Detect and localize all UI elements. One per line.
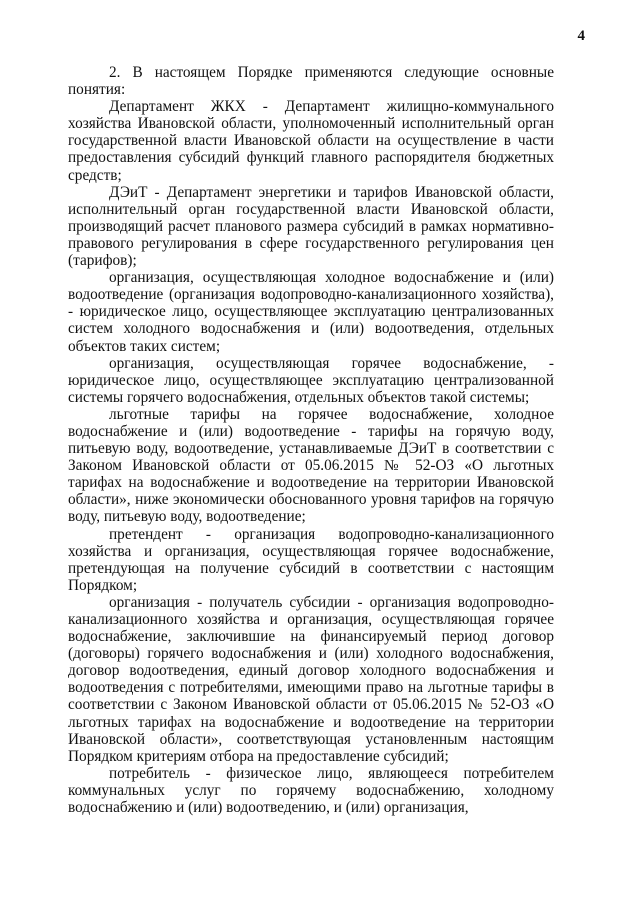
definition-applicant: претендент - организация водопроводно-канализационного хозяйства и организация, осуществляющая горячее водоснабжение, претендующая на получение субсидий в соответствии с настоящим Порядком; bbox=[68, 525, 554, 594]
document-body bbox=[68, 64, 554, 816]
definition-deit: ДЭиТ - Департамент энергетики и тарифов Ивановской области, исполнительный орган государственной власти Ивановской области, производящий расчет планового размера субсидий в рамках нормативно-правового регулирования в сфере государственного регулирования цен (тарифов); bbox=[68, 183, 554, 270]
definition-consumer: потребитель - физическое лицо, являющееся потребителем коммунальных услуг по горячему водоснабжению, холодному водоснабжению и (или) водоотведению, и (или) организация, bbox=[68, 764, 554, 817]
page-number: 4 bbox=[577, 28, 585, 44]
definition-preferential-tariffs: льготные тарифы на горячее водоснабжение, холодное водоснабжение и (или) водоотведение - тарифы на горячую воду, питьевую воду, водоотведение, устанавливаемые ДЭиТ в соответствии с Законом Ивановской области от 05.06.2015 № 52-ОЗ «О льготных тарифах на водоснабжение и водоотведение на территории Ивановской области», ниже экономически обоснованного уровня тарифов на горячую воду, питьевую воду, водоотведение; bbox=[68, 405, 554, 526]
definition-subsidy-recipient: организация - получатель субсидии - организация водопроводно-канализационного хозяйства и организация, осуществляющая горячее водоснабжение, заключившие на финансируемый период договор (договоры) горячего водоснабжения и (или) холодного водоснабжения, договор водоотведения, единый договор холодного водоснабжения и водоотведения с потребителями, имеющими право на льготные тарифы в соответствии с Законом Ивановской области от 05.06.2015 № 52-ОЗ «О льготных тарифах на водоснабжение и водоотведение на территории Ивановской области», соответствующая установленным настоящим Порядком критериям отбора на предоставление субсидий; bbox=[68, 593, 554, 765]
definition-water-org: организация, осуществляющая холодное водоснабжение и (или) водоотведение (организация водопроводно-канализационного хозяйства), - юридическое лицо, осуществляющее эксплуатацию централизованных систем холодного водоснабжения и (или) водоотведения, отдельных объектов таких систем; bbox=[68, 269, 554, 355]
paragraph-item-2: 2. В настоящем Порядке применяются следующие основные понятия: bbox=[68, 64, 554, 99]
definition-hot-water-org: организация, осуществляющая горячее водоснабжение, - юридическое лицо, осуществляющее эксплуатацию централизованной системы горячего водоснабжения, отдельных объектов такой системы; bbox=[68, 354, 554, 406]
definition-department-zhkh: Департамент ЖКХ - Департамент жилищно-коммунального хозяйства Ивановской области, уполномоченный исполнительный орган государственной власти Ивановской области на осуществление в части предоставления субсидий функций главного распорядителя бюджетных средств; bbox=[68, 98, 554, 184]
